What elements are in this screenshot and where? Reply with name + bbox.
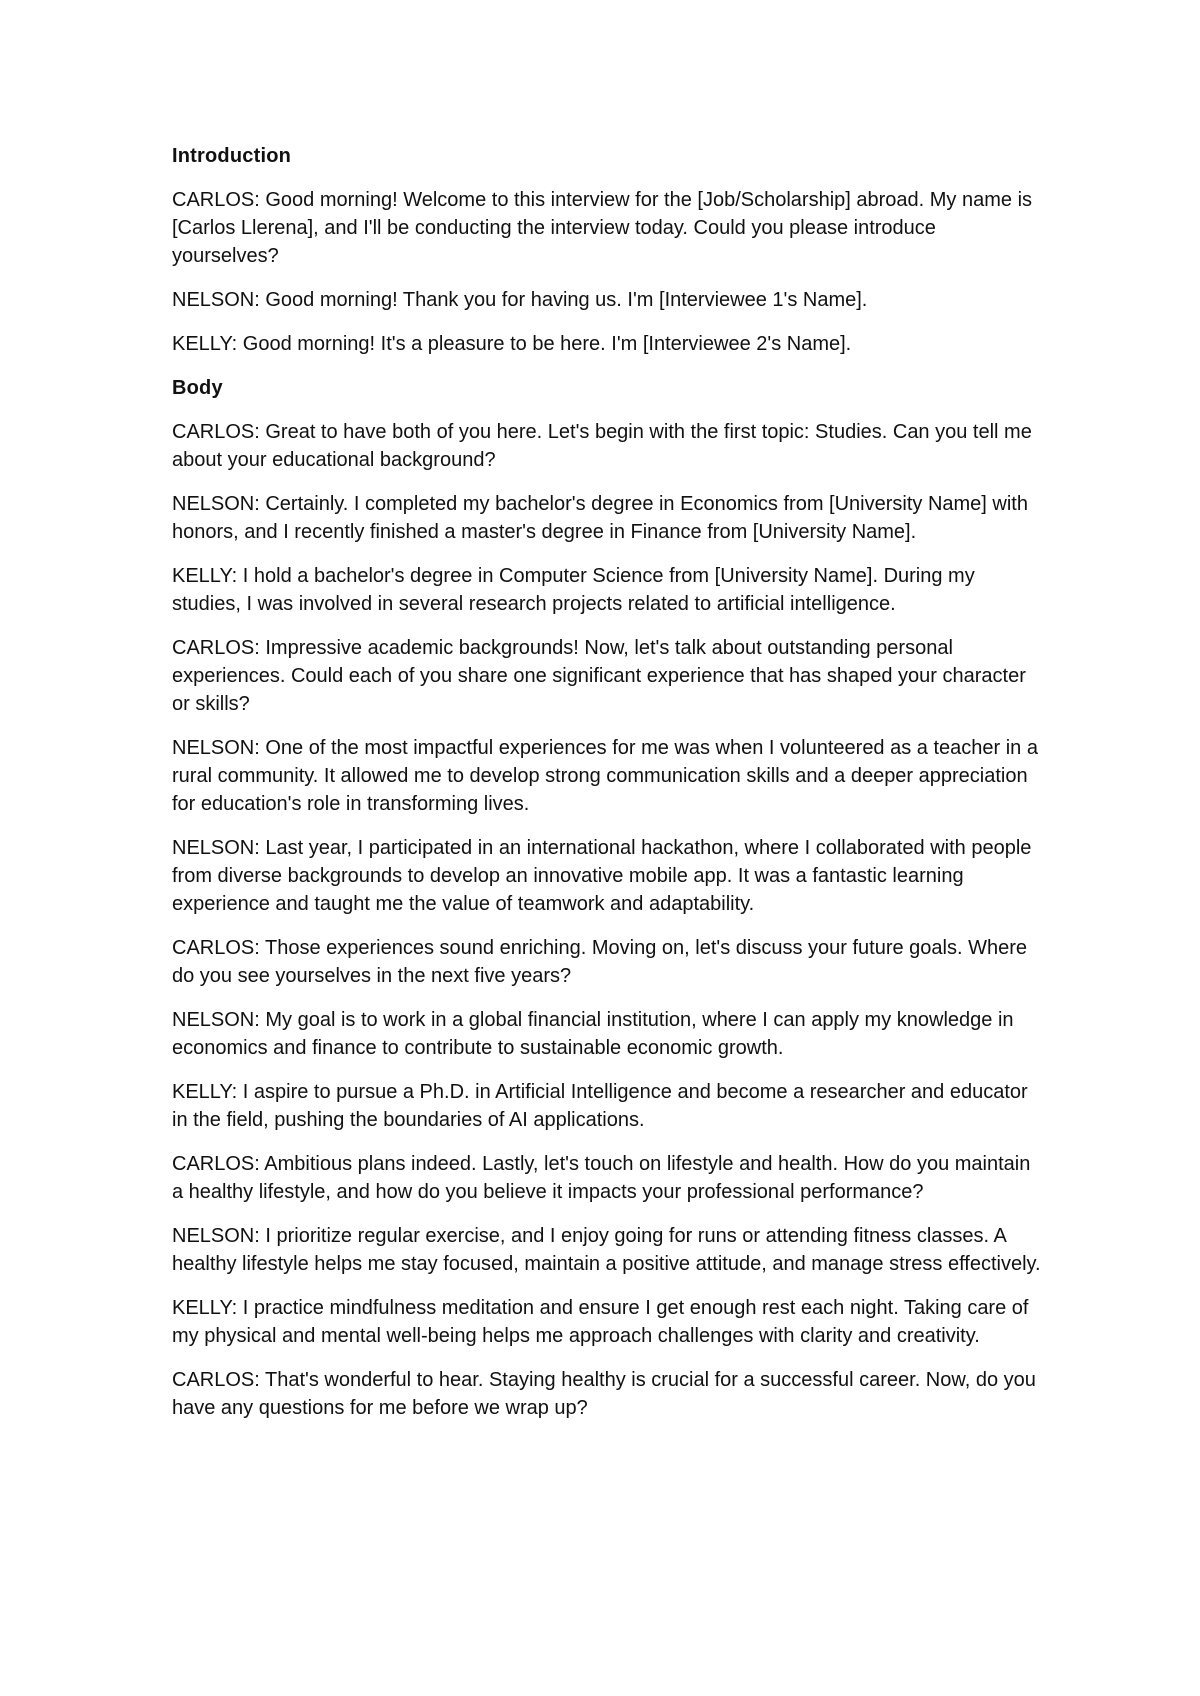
paragraph: KELLY: I hold a bachelor's degree in Computer Science from [University Name]. During my studies, I was involved in several research projects related to artificial intelligence.	[172, 565, 975, 615]
paragraph: CARLOS: Those experiences sound enriching. Moving on, let's discuss your future goals. Where do you see yourselves in the next five years?	[172, 937, 1027, 987]
paragraph: KELLY: I practice mindfulness meditation and ensure I get enough rest each night. Taking care of my physical and mental well-being helps me approach challenges with clarity and creativity.	[172, 1297, 1029, 1347]
paragraph: NELSON: Last year, I participated in an international hackathon, where I collaborated with people from diverse backgrounds to develop an innovative mobile app. It was a fantastic learning experience and taught me the value of teamwork and adaptability.	[172, 837, 1032, 915]
paragraph: CARLOS: Ambitious plans indeed. Lastly, let's touch on lifestyle and health. How do you maintain a healthy lifestyle, and how do you believe it impacts your professional performance?	[172, 1153, 1031, 1203]
section-heading-body: Body	[172, 377, 223, 399]
paragraph: NELSON: My goal is to work in a global financial institution, where I can apply my knowledge in economics and finance to contribute to sustainable economic growth.	[172, 1009, 1014, 1059]
paragraph: NELSON: I prioritize regular exercise, and I enjoy going for runs or attending fitness classes. A healthy lifestyle helps me stay focused, maintain a positive attitude, and manage stress effectively.	[172, 1225, 1041, 1275]
document-body	[172, 142, 1044, 1438]
paragraph: KELLY: I aspire to pursue a Ph.D. in Artificial Intelligence and become a researcher and educator in the field, pushing the boundaries of AI applications.	[172, 1081, 1028, 1131]
paragraph: CARLOS: Great to have both of you here. Let's begin with the first topic: Studies. Can you tell me about your educational background?	[172, 421, 1032, 471]
paragraph: NELSON: Good morning! Thank you for having us. I'm [Interviewee 1's Name].	[172, 289, 868, 311]
paragraph: CARLOS: Impressive academic backgrounds! Now, let's talk about outstanding personal experiences. Could each of you share one significant experience that has shaped your character or skills?	[172, 637, 1026, 715]
paragraph: CARLOS: That's wonderful to hear. Staying healthy is crucial for a successful career. Now, do you have any questions for me before we wrap up?	[172, 1369, 1036, 1419]
paragraph: CARLOS: Good morning! Welcome to this interview for the [Job/Scholarship] abroad. My name is [Carlos Llerena], and I'll be conducting the interview today. Could you please introduce yourselves?	[172, 189, 1033, 267]
paragraph: KELLY: Good morning! It's a pleasure to be here. I'm [Interviewee 2's Name].	[172, 333, 852, 355]
paragraph: NELSON: One of the most impactful experiences for me was when I volunteered as a teacher in a rural community. It allowed me to develop strong communication skills and a deeper appreciation for education's role in transforming lives.	[172, 737, 1038, 815]
section-heading-introduction: Introduction	[172, 145, 292, 167]
paragraph: NELSON: Certainly. I completed my bachelor's degree in Economics from [University Name] with honors, and I recently finished a master's degree in Finance from [University Name].	[172, 493, 1028, 543]
